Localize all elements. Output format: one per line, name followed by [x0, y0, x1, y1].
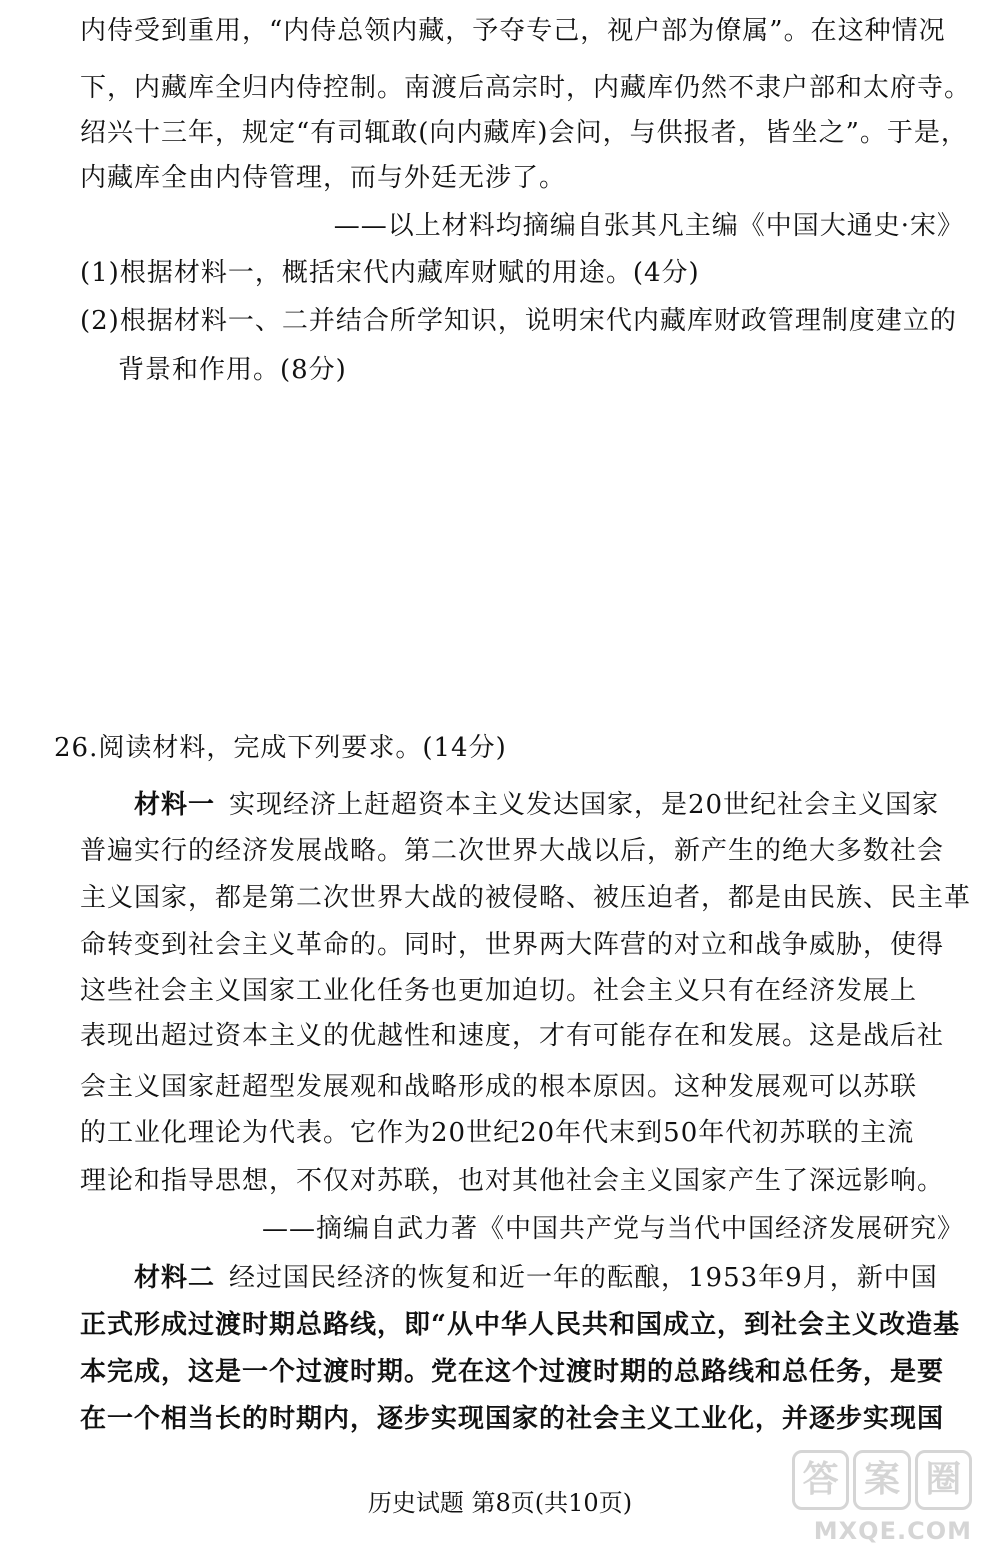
material-line: 本完成，这是一个过渡时期。党在这个过渡时期的总路线和总任务，是要: [80, 1357, 945, 1387]
question-2-continuation: 背景和作用。(8分): [118, 355, 347, 385]
watermark-char: 答: [792, 1450, 849, 1510]
material-line: 的工业化理论为代表。它作为20世纪20年代末到50年代初苏联的主流: [80, 1118, 915, 1148]
source-citation: ——以上材料均摘编自张其凡主编《中国大通史·宋》: [333, 211, 964, 241]
material-1-label: 材料一: [134, 790, 216, 820]
watermark-char: 案: [853, 1450, 910, 1510]
material-line: 经过国民经济的恢复和近一年的酝酿，1953年9月，新中国: [229, 1263, 938, 1293]
material-line: 绍兴十三年，规定“有司辄敢(向内藏库)会问，与供报者，皆坐之”。于是，: [80, 118, 968, 148]
material-line: 主义国家，都是第二次世界大战的被侵略、被压迫者，都是由民族、民主革: [80, 883, 972, 913]
material-line: 会主义国家赶超型发展观和战略形成的根本原因。这种发展观可以苏联: [80, 1072, 918, 1102]
material-line: 表现出超过资本主义的优越性和速度，才有可能存在和发展。这是战后社: [80, 1021, 945, 1051]
material-line: 实现经济上赶超资本主义发达国家，是20世纪社会主义国家: [229, 790, 940, 820]
page-footer: 历史试题 第8页(共10页): [367, 1489, 633, 1517]
material-line: 在一个相当长的时期内，逐步实现国家的社会主义工业化，并逐步实现国: [80, 1404, 945, 1434]
watermark-url: MXQE.COM: [813, 1517, 972, 1545]
watermark-char: 圈: [915, 1450, 972, 1510]
material-2-first-line: [134, 1263, 938, 1293]
material-line: 普遍实行的经济发展战略。第二次世界大战以后，新产生的绝大多数社会: [80, 836, 945, 866]
watermark-logo-chars: [792, 1450, 972, 1510]
material-line: 正式形成过渡时期总路线，即“从中华人民共和国成立，到社会主义改造基: [80, 1310, 960, 1340]
material-line: 内侍受到重用，“内侍总领内藏，予夺专己，视户部为僚属”。在这种情况: [80, 16, 946, 46]
material-line: 下，内藏库全归内侍控制。南渡后高宗时，内藏库仍然不隶户部和太府寺。: [80, 73, 972, 103]
material-line: 命转变到社会主义革命的。同时，世界两大阵营的对立和战争威胁，使得: [80, 930, 945, 960]
question-1: (1)根据材料一，概括宋代内藏库财赋的用途。(4分): [80, 258, 700, 288]
material-line: 这些社会主义国家工业化任务也更加迫切。社会主义只有在经济发展上: [80, 976, 918, 1006]
source-citation: ——摘编自武力著《中国共产党与当代中国经济发展研究》: [261, 1214, 964, 1244]
material-1-first-line: [134, 790, 939, 820]
material-line: 内藏库全由内侍管理，而与外廷无涉了。: [80, 163, 567, 193]
question-26-title: 26.阅读材料，完成下列要求。(14分): [54, 733, 507, 763]
watermark-logo: [792, 1450, 972, 1545]
material-line: 理论和指导思想，不仅对苏联，也对其他社会主义国家产生了深远影响。: [80, 1166, 945, 1196]
question-2: (2)根据材料一、二并结合所学知识，说明宋代内藏库财政管理制度建立的: [80, 306, 957, 336]
material-2-label: 材料二: [134, 1263, 216, 1293]
